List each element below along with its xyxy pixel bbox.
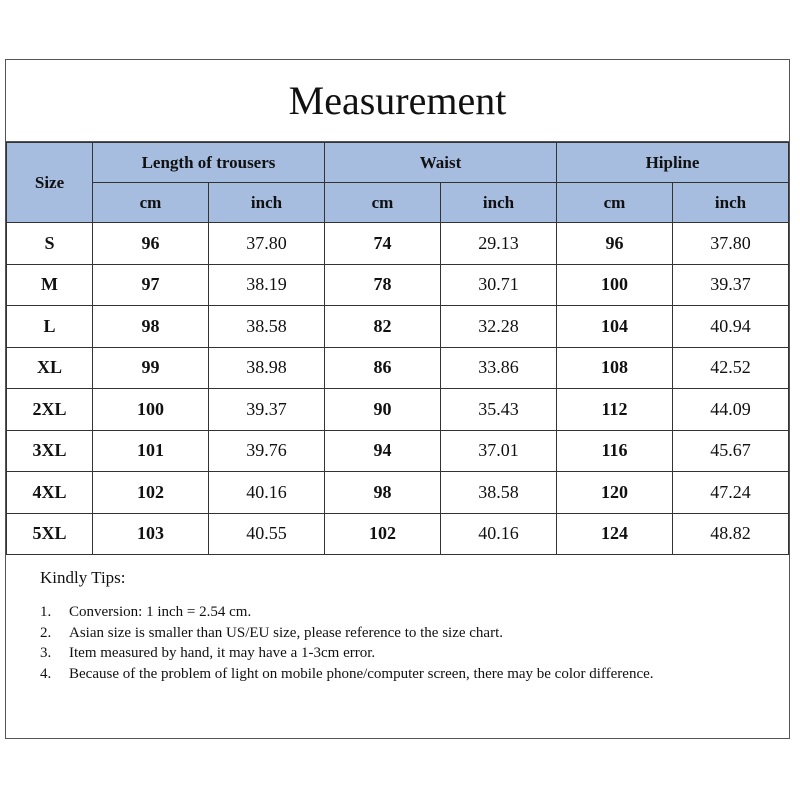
header-row-units: [7, 183, 789, 223]
table-row: [7, 223, 789, 265]
unit-header: cm: [557, 183, 673, 223]
table-row: [7, 472, 789, 514]
size-cell: 4XL: [7, 472, 93, 514]
inch-value-cell: 39.37: [209, 389, 325, 431]
tips-section: [40, 568, 760, 684]
size-cell: 5XL: [7, 513, 93, 555]
inch-value-cell: 39.37: [673, 264, 789, 306]
inch-value-cell: 45.67: [673, 430, 789, 472]
cm-value-cell: 99: [93, 347, 209, 389]
inch-value-cell: 30.71: [441, 264, 557, 306]
chart-title: Measurement: [6, 60, 789, 142]
unit-header: inch: [673, 183, 789, 223]
header-row-groups: [7, 143, 789, 183]
cm-value-cell: 100: [93, 389, 209, 431]
tip-number: 2.: [40, 624, 52, 641]
table-row: [7, 513, 789, 555]
group-header: Hipline: [557, 143, 789, 183]
cm-value-cell: 94: [325, 430, 441, 472]
inch-value-cell: 38.58: [209, 306, 325, 348]
table-row: [7, 389, 789, 431]
inch-value-cell: 40.16: [209, 472, 325, 514]
cm-value-cell: 108: [557, 347, 673, 389]
table-row: [7, 306, 789, 348]
inch-value-cell: 40.55: [209, 513, 325, 555]
inch-value-cell: 44.09: [673, 389, 789, 431]
cm-value-cell: 98: [325, 472, 441, 514]
tip-text: Asian size is smaller than US/EU size, please reference to the size chart.: [69, 624, 503, 641]
cm-value-cell: 124: [557, 513, 673, 555]
cm-value-cell: 98: [93, 306, 209, 348]
tip-item: [40, 643, 760, 664]
size-header: Size: [7, 143, 93, 223]
inch-value-cell: 29.13: [441, 223, 557, 265]
inch-value-cell: 48.82: [673, 513, 789, 555]
cm-value-cell: 102: [93, 472, 209, 514]
table-body: [7, 223, 789, 555]
inch-value-cell: 35.43: [441, 389, 557, 431]
tip-text: Conversion: 1 inch = 2.54 cm.: [69, 604, 252, 620]
size-chart: [5, 59, 790, 739]
cm-value-cell: 116: [557, 430, 673, 472]
table-row: [7, 430, 789, 472]
cm-value-cell: 102: [325, 513, 441, 555]
inch-value-cell: 38.19: [209, 264, 325, 306]
size-table: [6, 142, 789, 555]
inch-value-cell: 37.80: [209, 223, 325, 265]
tip-item: [40, 664, 760, 685]
unit-header: cm: [325, 183, 441, 223]
inch-value-cell: 38.58: [441, 472, 557, 514]
cm-value-cell: 101: [93, 430, 209, 472]
tip-text: Item measured by hand, it may have a 1-3cm error.: [69, 645, 376, 661]
tip-number: 4.: [40, 665, 52, 682]
size-cell: 2XL: [7, 389, 93, 431]
cm-value-cell: 97: [93, 264, 209, 306]
cm-value-cell: 100: [557, 264, 673, 306]
tips-list: [40, 602, 760, 684]
inch-value-cell: 47.24: [673, 472, 789, 514]
tip-number: 1.: [40, 604, 52, 620]
size-cell: L: [7, 306, 93, 348]
cm-value-cell: 96: [93, 223, 209, 265]
inch-value-cell: 33.86: [441, 347, 557, 389]
tip-number: 3.: [40, 645, 52, 661]
table-row: [7, 264, 789, 306]
cm-value-cell: 78: [325, 264, 441, 306]
size-cell: XL: [7, 347, 93, 389]
size-cell: M: [7, 264, 93, 306]
cm-value-cell: 86: [325, 347, 441, 389]
group-header: Length of trousers: [93, 143, 325, 183]
tip-item: [40, 623, 760, 644]
group-header: Waist: [325, 143, 557, 183]
inch-value-cell: 42.52: [673, 347, 789, 389]
unit-header: inch: [209, 183, 325, 223]
inch-value-cell: 40.16: [441, 513, 557, 555]
inch-value-cell: 40.94: [673, 306, 789, 348]
inch-value-cell: 37.01: [441, 430, 557, 472]
tip-text: Because of the problem of light on mobile phone/computer screen, there may be color difference.: [69, 665, 654, 682]
cm-value-cell: 82: [325, 306, 441, 348]
inch-value-cell: 38.98: [209, 347, 325, 389]
inch-value-cell: 39.76: [209, 430, 325, 472]
table-row: [7, 347, 789, 389]
size-cell: S: [7, 223, 93, 265]
cm-value-cell: 74: [325, 223, 441, 265]
cm-value-cell: 120: [557, 472, 673, 514]
cm-value-cell: 90: [325, 389, 441, 431]
cm-value-cell: 112: [557, 389, 673, 431]
tip-item: [40, 602, 760, 623]
cm-value-cell: 96: [557, 223, 673, 265]
tips-title: Kindly Tips:: [40, 568, 126, 587]
unit-header: cm: [93, 183, 209, 223]
inch-value-cell: 37.80: [673, 223, 789, 265]
size-cell: 3XL: [7, 430, 93, 472]
cm-value-cell: 103: [93, 513, 209, 555]
cm-value-cell: 104: [557, 306, 673, 348]
unit-header: inch: [441, 183, 557, 223]
inch-value-cell: 32.28: [441, 306, 557, 348]
